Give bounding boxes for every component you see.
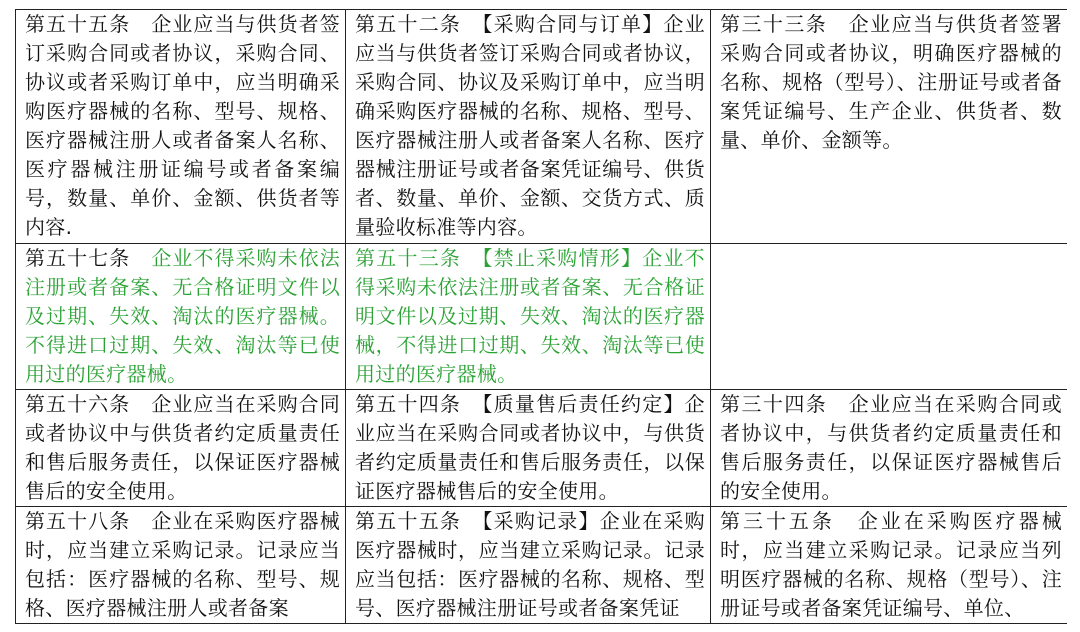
article-text: 企业应当与供货者签署采购合同或者协议，明确医疗器械的名称、规格（型号）、注册证号或者备案凭证编号、生产企业、供货者、数量、单价、金额等。	[720, 12, 1062, 152]
article-number: 第五十六条	[25, 392, 131, 416]
article-text: 企业在采购医疗器械时，应当建立采购记录。记录应当包括：医疗器械的名称、型号、规格、医疗器械注册人或者备案	[25, 509, 341, 620]
article-text: 【质量售后责任约定】企业应当在采购合同或者协议中，与供货者约定质量责任和售后服务责任，以保证医疗器械售后的安全使用。	[355, 392, 705, 503]
article-number: 第三十五条	[720, 509, 835, 533]
table-row	[16, 507, 1068, 624]
table-cell	[346, 244, 711, 390]
table-cell	[16, 507, 346, 624]
article-number: 第五十四条	[355, 392, 462, 416]
article-number: 第五十三条	[355, 246, 462, 270]
table-cell	[711, 10, 1068, 244]
article-text: 【采购合同与订单】企业应当与供货者签订采购合同或者协议，采购合同、协议及采购订单中，应当明确采购医疗器械的名称、规格、型号、医疗器械注册人或者备案人名称、医疗器械注册证号或者备案凭证编号、供货者、数量、单价、金额、交货方式、质量验收标准等内容。	[355, 12, 705, 239]
table-cell	[16, 10, 346, 244]
article-text: 企业在采购医疗器械时，应当建立采购记录。记录应当列明医疗器械的名称、规格（型号）、注册证号或者备案凭证编号、单位、	[720, 509, 1062, 620]
table-cell	[16, 390, 346, 507]
table-cell	[346, 507, 711, 624]
table-cell	[346, 10, 711, 244]
article-text-highlighted: 【禁止采购情形】企业不得采购未依法注册或者备案、无合格证明文件以及过期、失效、淘汰的医疗器械，不得进口过期、失效、淘汰等已使用过的医疗器械。	[355, 246, 705, 386]
article-number: 第五十五条	[25, 12, 131, 36]
table-cell	[16, 244, 346, 390]
table-row	[16, 390, 1068, 507]
article-number: 第五十二条	[355, 12, 462, 36]
article-text: 【采购记录】企业在采购医疗器械时，应当建立采购记录。记录应当包括：医疗器械的名称、规格、型号、医疗器械注册证号或者备案凭证	[355, 509, 705, 620]
regulation-comparison-document	[15, 9, 1067, 632]
table-cell	[711, 507, 1068, 624]
table-cell	[711, 390, 1068, 507]
table-cell-empty	[711, 244, 1068, 390]
table-row	[16, 10, 1068, 244]
article-text: 企业应当与供货者签订采购合同或者协议，采购合同、协议或者采购订单中，应当明确采购医疗器械的名称、型号、规格、医疗器械注册人或者备案人名称、医疗器械注册证编号或者备案编号，数量、单价、金额、供货者等内容.	[25, 12, 341, 239]
article-number: 第五十五条	[355, 509, 462, 533]
article-number: 第三十四条	[720, 392, 828, 416]
article-number: 第五十八条	[25, 509, 131, 533]
article-text-highlighted: 企业不得采购未依法注册或者备案、无合格证明文件以及过期、失效、淘汰的医疗器械。不得进口过期、失效、淘汰等已使用过的医疗器械。	[25, 246, 341, 386]
article-number: 第三十三条	[720, 12, 828, 36]
regulation-comparison-table	[15, 9, 1067, 624]
table-row	[16, 244, 1068, 390]
article-text: 企业应当在采购合同或者协议中与供货者约定质量责任和售后服务责任，以保证医疗器械售后的安全使用。	[25, 392, 341, 503]
table-cell	[346, 390, 711, 507]
article-number: 第五十七条	[25, 246, 131, 270]
article-text: 企业应当在采购合同或者协议中，与供货者约定质量责任和售后服务责任，以保证医疗器械售后的安全使用。	[720, 392, 1062, 503]
